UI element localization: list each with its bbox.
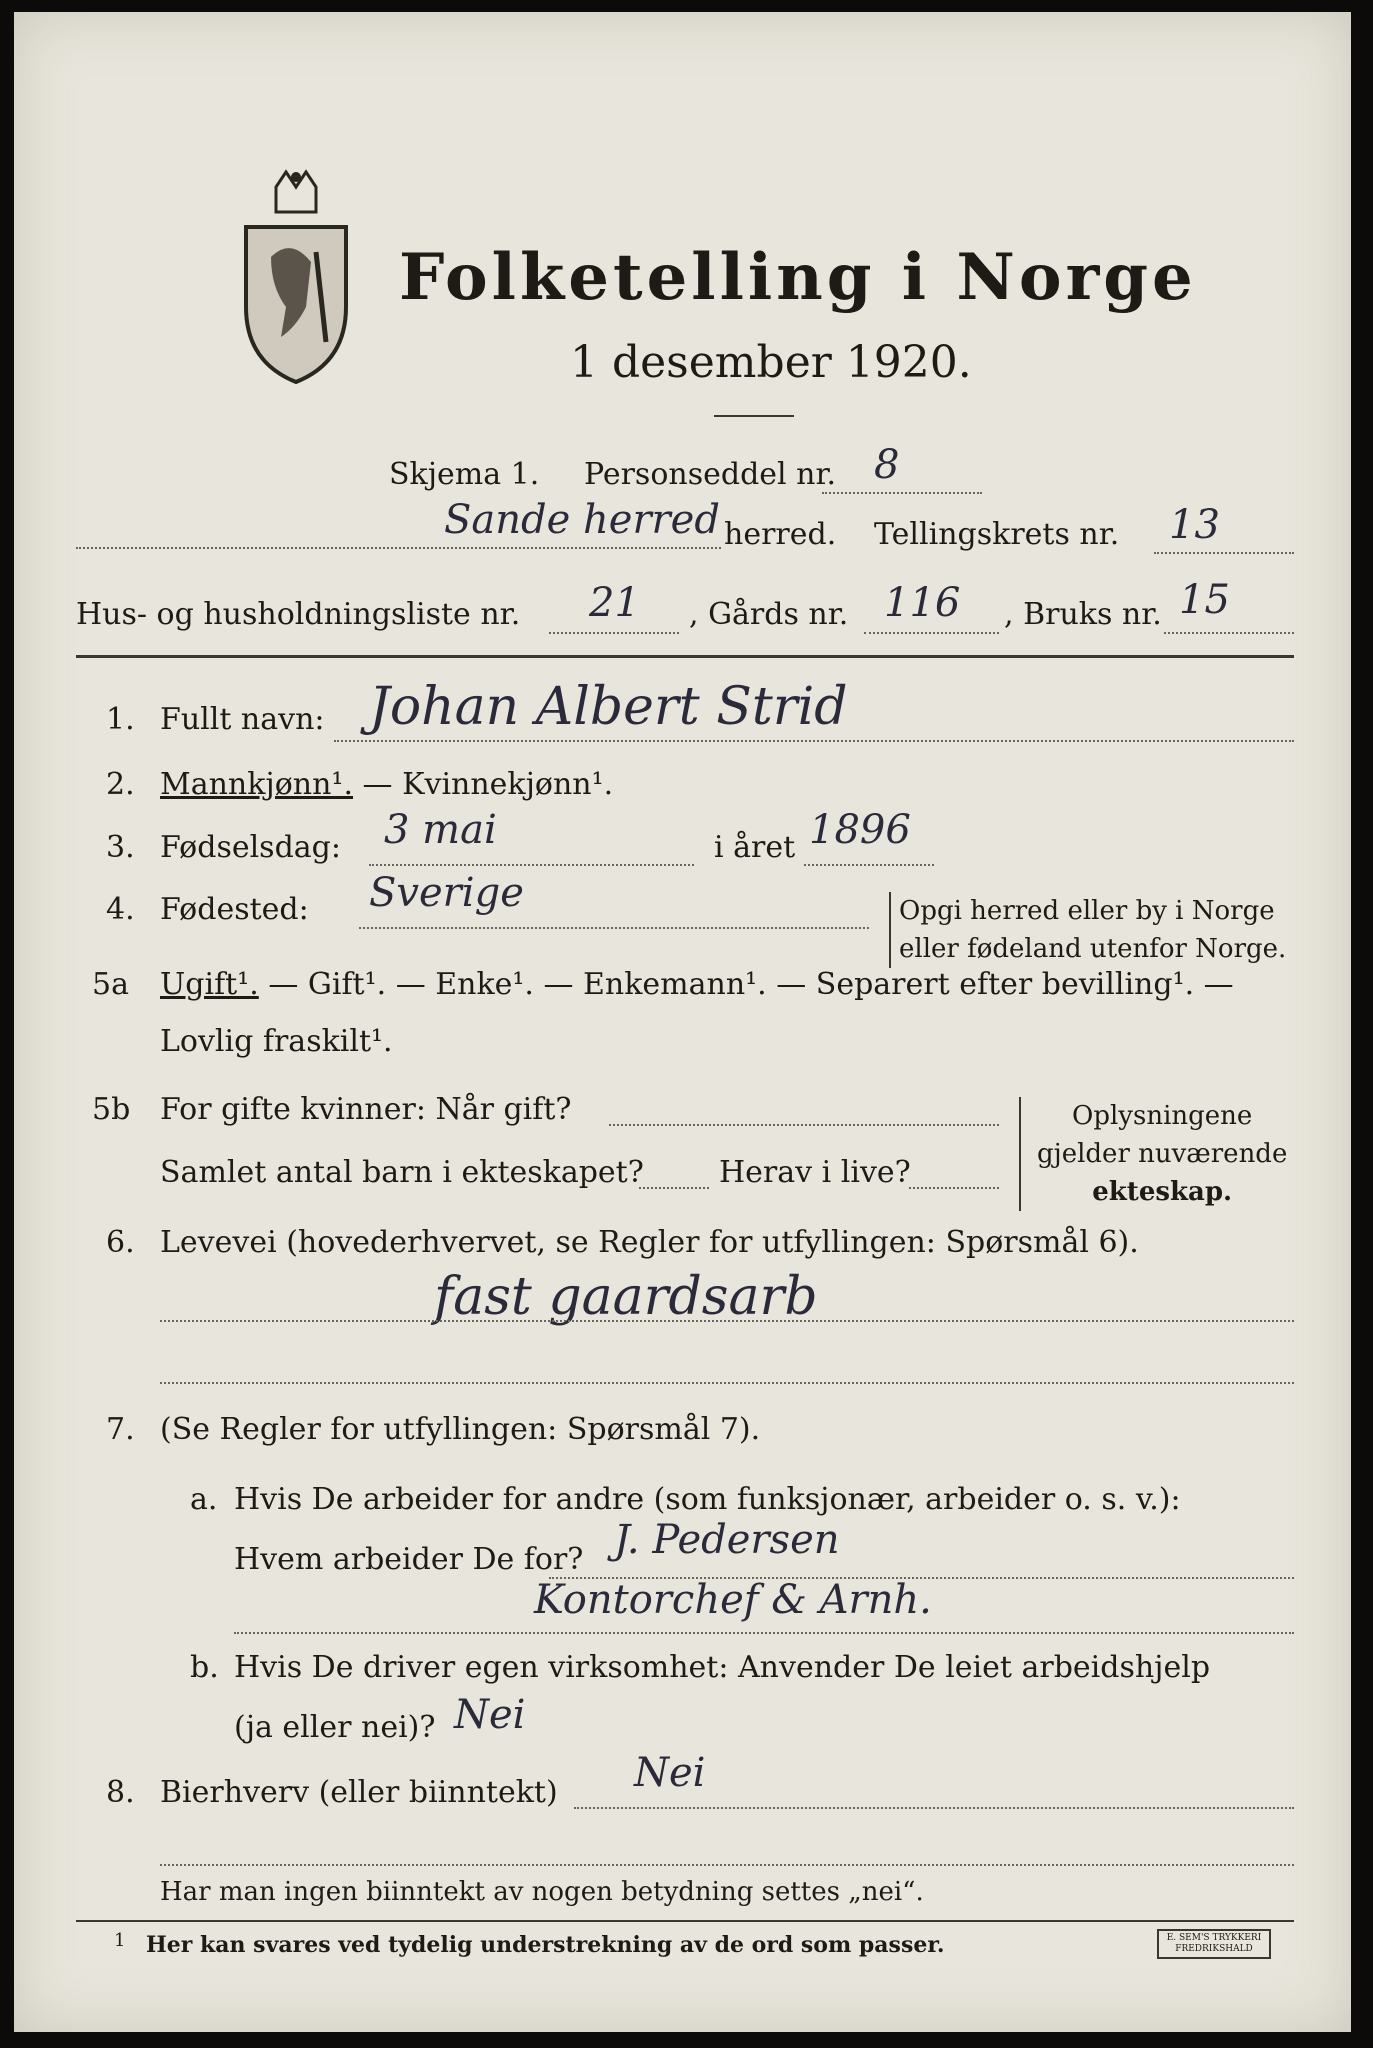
q3-label: Fødselsdag:	[160, 830, 341, 865]
census-date: 1 desember 1920.	[570, 337, 972, 388]
bruks-label: , Bruks nr.	[1004, 597, 1162, 632]
bruks-value: 15	[1179, 577, 1230, 623]
hus-label: Hus- og husholdningsliste nr.	[76, 597, 521, 632]
tellingskrets-value: 13	[1169, 502, 1220, 548]
q6-label: Levevei (hovederhvervet, se Regler for utfyllingen: Spørsmål 6).	[160, 1225, 1139, 1260]
birthplace-note-1: Opgi herred eller by i Norge	[899, 896, 1275, 926]
side-income-value: Nei	[634, 1750, 706, 1796]
form-title: Folketelling i Norge	[399, 240, 1197, 315]
full-name-value: Johan Albert Strid	[369, 677, 848, 737]
q7-label: (Se Regler for utfyllingen: Spørsmål 7).	[160, 1412, 761, 1447]
female-option: Kvinnekjønn¹.	[402, 767, 614, 802]
hired-help-label: (ja eller nei)?	[234, 1710, 436, 1745]
footer-note: Har man ingen biinntekt av nogen betydning settes „nei“.	[160, 1877, 924, 1907]
personseddel-value: 8	[874, 442, 900, 488]
coat-of-arms-icon	[236, 167, 356, 387]
q7b-line1: Hvis De driver egen virksomhet: Anvender De leiet arbeidshjelp	[234, 1650, 1211, 1685]
q7-number: 7.	[106, 1412, 135, 1447]
q5a-number: 5a	[92, 967, 129, 1002]
q1-number: 1.	[106, 702, 135, 737]
q4-number: 4.	[106, 892, 135, 927]
ugift-option: Ugift¹.	[160, 967, 259, 1002]
birthday-value: 3 mai	[384, 807, 497, 853]
footer-rule	[76, 1920, 1294, 1922]
employer-value-2: Kontorchef & Arnh.	[534, 1577, 932, 1623]
married-when-label: For gifte kvinner: Når gift?	[160, 1092, 572, 1127]
male-option: Mannkjønn¹.	[160, 767, 353, 802]
q8-number: 8.	[106, 1775, 135, 1810]
q8-label: Bierhverv (eller biinntekt)	[160, 1775, 558, 1810]
printer-mark: E. SEM'S TRYKKERI FREDRIKSHALD	[1157, 1929, 1271, 1959]
q5b-number: 5b	[92, 1092, 131, 1127]
title-divider	[714, 415, 794, 417]
marriage-note-2: gjelder nuværende	[1037, 1139, 1288, 1169]
birthplace-value: Sverige	[369, 870, 524, 916]
census-form: Folketelling i Norge 1 desember 1920. Skjema 1. Personseddel nr. 8 Sande herred herred. Tellingskrets nr. 13 Hus- og husholdningsliste nr. 21 , Gårds nr. 116 , Bruks nr. 15 1. Fullt navn: Johan Albert Strid 2. Mannkjønn¹. — Kvinnekjønn¹. 3. Fødselsdag: 3 mai i året 1896 4. Fødested: Sverige Opgi herred eller by i Norge eller fødeland utenfor Norge. 5a Ugift¹. — Gift¹. — Enke¹. — Enkemann¹. — Separert efter bevilling¹. — Lovlig fraskilt¹. 5b For gifte kvinner: Når gift? Samlet antal barn i ekteskapet? Herav i live? Oplysningene gjelder nuværende ekteskap. 6. Levevei (hovederhvervet, se Regler for utfyllingen: Spørsmål 6). fast gaardsarb 7. (Se Regler for utfyllingen: Spørsmål 7). a. Hvis De arbeider for andre (som funksjonær, arbeider o. s. v.): Hvem arbeider De for? J. Pedersen Kontorchef & Arnh. b. Hvis De driver egen virksomhet: Anvender De leiet arbeidshjelp (ja eller nei)? Nei 8. Bierhverv (eller biinntekt) Nei Har man ingen biinntekt av nogen betydning settes „nei“. 1 Her kan svares ved tydelig understrekning av de ord som passer. E. SEM'S TRYKKERI FREDRIKSHALD	[14, 12, 1351, 2032]
children-alive-label: Herav i live?	[719, 1155, 911, 1190]
children-total-label: Samlet antal barn i ekteskapet?	[160, 1155, 644, 1190]
q1-label: Fullt navn:	[160, 702, 325, 737]
q2-number: 2.	[106, 767, 135, 802]
hired-help-value: Nei	[454, 1692, 526, 1738]
birthplace-note-2: eller fødeland utenfor Norge.	[899, 934, 1287, 964]
footnote: Her kan svares ved tydelig understrekning av de ord som passer.	[146, 1932, 945, 1958]
schema-label: Skjema 1.	[389, 457, 540, 492]
herred-value: Sande herred	[444, 497, 720, 543]
header-rule	[76, 655, 1294, 658]
birth-year-value: 1896	[809, 807, 911, 853]
q7b-number: b.	[190, 1650, 219, 1685]
q4-label: Fødested:	[160, 892, 309, 927]
marriage-note-1: Oplysningene	[1072, 1101, 1253, 1131]
marital-options: — Gift¹. — Enke¹. — Enkemann¹. — Separert efter bevilling¹. —	[258, 967, 1234, 1002]
tellingskrets-label: Tellingskrets nr.	[874, 517, 1120, 552]
personseddel-label: Personseddel nr.	[584, 457, 837, 492]
lovlig-fraskilt-option: Lovlig fraskilt¹.	[160, 1024, 393, 1059]
marriage-note-3: ekteskap.	[1092, 1177, 1233, 1207]
q7a-line1: Hvis De arbeider for andre (som funksjonær, arbeider o. s. v.):	[234, 1482, 1181, 1517]
herred-label: herred.	[724, 517, 837, 552]
q7a-number: a.	[190, 1482, 218, 1517]
employer-label: Hvem arbeider De for?	[234, 1542, 584, 1577]
employer-value: J. Pedersen	[614, 1517, 840, 1563]
q6-number: 6.	[106, 1225, 135, 1260]
footnote-mark: 1	[114, 1930, 126, 1951]
occupation-value: fast gaardsarb	[434, 1267, 818, 1327]
gards-label: , Gårds nr.	[689, 597, 849, 632]
gards-value: 116	[884, 580, 961, 626]
hus-value: 21	[589, 580, 640, 626]
year-label: i året	[714, 830, 796, 865]
q3-number: 3.	[106, 830, 135, 865]
